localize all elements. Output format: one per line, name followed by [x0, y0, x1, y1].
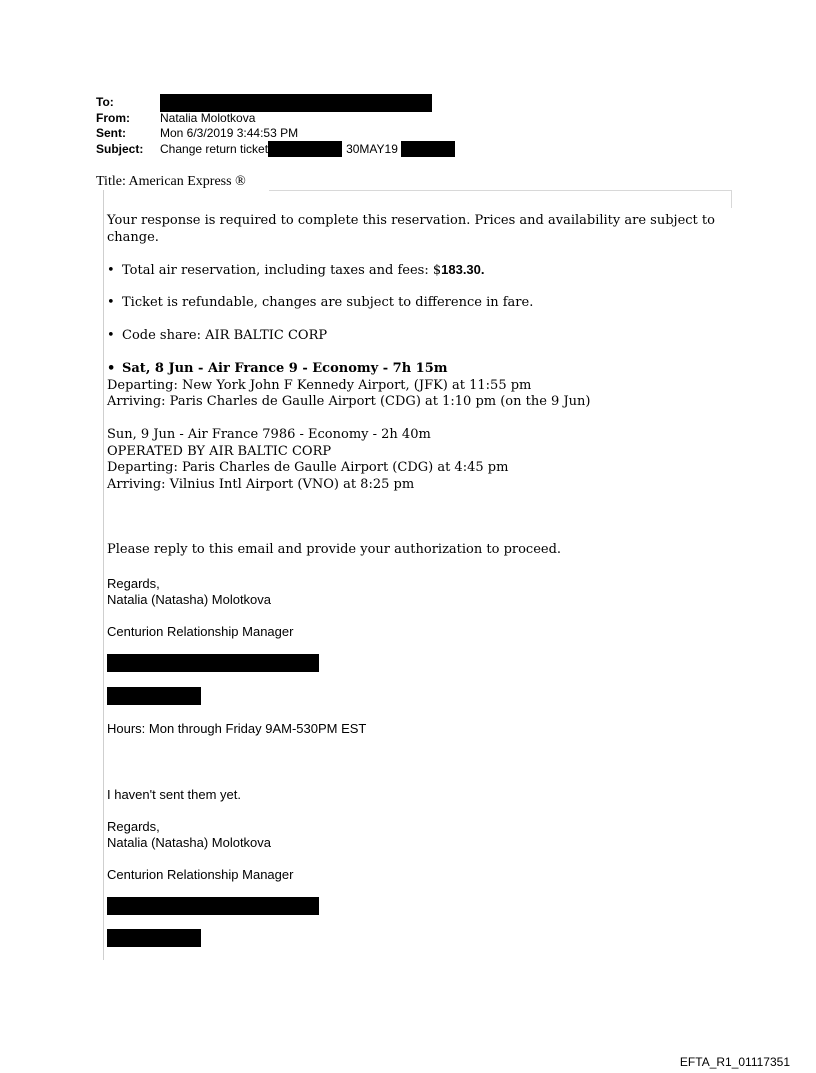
reply-note: I haven't sent them yet. [107, 787, 241, 802]
flight2-departing: Departing: Paris Charles de Gaulle Airport (CDG) at 4:45 pm [107, 460, 509, 475]
codeshare-bullet [107, 328, 737, 345]
redacted-contact-1 [107, 654, 319, 672]
signature1-name: Natalia (Natasha) Molotkova [107, 592, 272, 607]
refundable-bullet [107, 295, 737, 312]
codeshare-text: Code share: AIR BALTIC CORP [122, 328, 328, 343]
flight2-arriving: Arriving: Vilnius Intl Airport (VNO) at 8:25 pm [107, 476, 415, 492]
signature2-role: Centurion Relationship Manager [107, 867, 294, 882]
flight2-heading: Sun, 9 Jun - Air France 7986 - Economy - 2h 40m [107, 427, 431, 442]
total-bullet [107, 262, 737, 280]
email-header [96, 95, 455, 157]
document-title: Title: American Express ® [96, 174, 246, 189]
signature1-regards: Regards, [107, 576, 160, 591]
subject-label: Subject: [96, 141, 144, 156]
title-divider-corner [731, 190, 732, 208]
quote-border [103, 190, 104, 960]
refundable-text: Ticket is refundable, changes are subject to difference in fare. [122, 295, 534, 310]
signature1-hours: Hours: Mon through Friday 9AM-530PM EST [107, 721, 367, 736]
flight1-departing: Departing: New York John F Kennedy Airport, (JFK) at 11:55 pm [107, 377, 532, 393]
subject-row [96, 142, 455, 158]
flight1-block [107, 361, 737, 411]
to-label: To: [96, 95, 114, 109]
from-value: Natalia Molotkova [160, 110, 256, 125]
redacted-contact-3 [107, 897, 319, 915]
reply-paragraph: Please reply to this email and provide your authorization to proceed. [107, 542, 562, 557]
redacted-contact-2 [107, 687, 201, 705]
from-label: From: [96, 110, 130, 125]
intro-paragraph: Your response is required to complete this reservation. Prices and availability are subject to change. [107, 213, 715, 245]
bullet-codeshare [107, 328, 122, 343]
from-row [96, 111, 455, 127]
bullet-total [107, 263, 122, 278]
sent-value: Mon 6/3/2019 3:44:53 PM [160, 126, 299, 140]
bullet-flight1 [107, 361, 122, 376]
total-amount: 183.30. [441, 262, 485, 277]
flight1-heading [107, 361, 737, 378]
flight1-heading-text: Sat, 8 Jun - Air France 9 - Economy - 7h 15m [122, 361, 448, 376]
redacted-contact-4 [107, 929, 201, 947]
flight2-operated: OPERATED BY AIR BALTIC CORP [107, 443, 332, 459]
flight2-block [107, 427, 737, 493]
bullet-refundable [107, 295, 122, 310]
flight1-arriving: Arriving: Paris Charles de Gaulle Airport (CDG) at 1:10 pm (on the 9 Jun) [107, 394, 591, 409]
redacted-subject-2 [401, 141, 455, 157]
signature1-role: Centurion Relationship Manager [107, 624, 294, 639]
subject-value-part1: Change return ticket [160, 141, 269, 156]
redacted-recipient [160, 94, 432, 112]
sent-label: Sent: [96, 126, 126, 140]
total-text: Total air reservation, including taxes and fees: $ [122, 263, 442, 278]
title-divider [269, 190, 731, 191]
subject-value-part2: 30MAY19 [346, 141, 398, 156]
signature2-name: Natalia (Natasha) Molotkova [107, 835, 272, 850]
document-id: EFTA_R1_01117351 [679, 1055, 790, 1069]
sent-row [96, 126, 455, 142]
redacted-subject-1 [268, 141, 342, 157]
to-row [96, 95, 455, 111]
signature2-regards: Regards, [107, 819, 160, 834]
